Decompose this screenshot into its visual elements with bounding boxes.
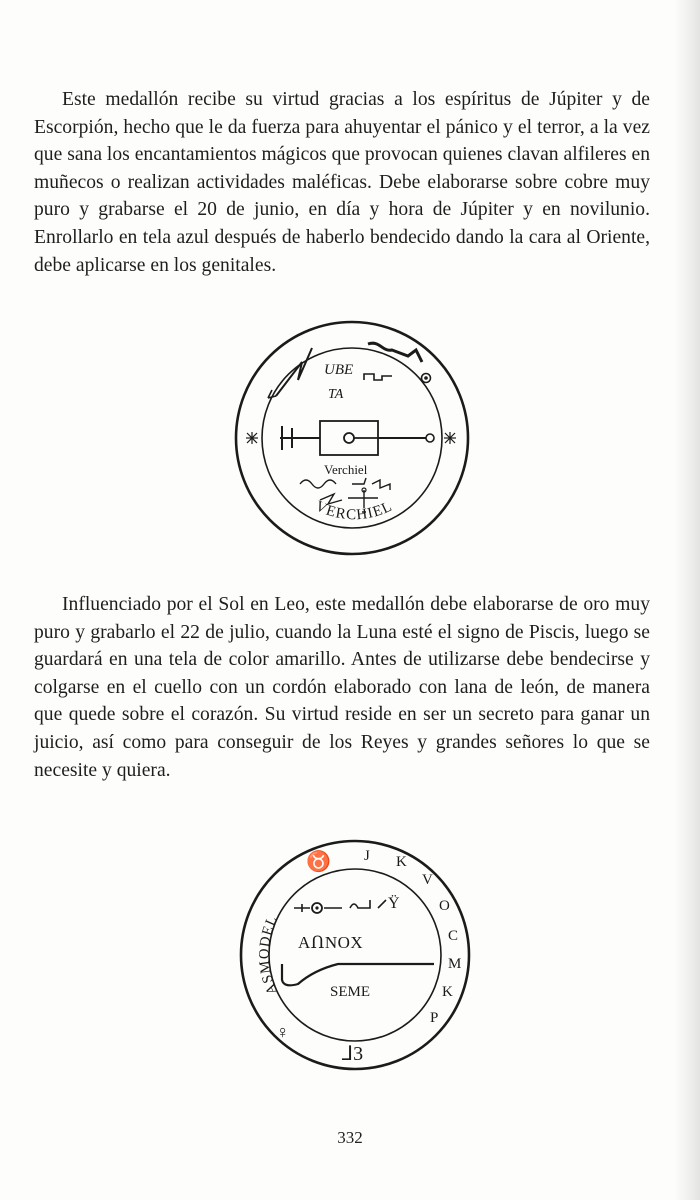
seal-word-ube: UBE [324, 362, 354, 378]
asmodel-seal [238, 838, 472, 1072]
rim-letter: V [422, 872, 433, 888]
page-number: 332 [337, 1128, 363, 1147]
starburst-right-icon [444, 432, 456, 444]
taurus-icon: ♉ [306, 851, 331, 873]
seal-center-name: Verchiel [324, 462, 368, 477]
verchiel-seal [232, 318, 472, 558]
starburst-left-icon [246, 432, 258, 444]
hook-line-icon [282, 964, 434, 985]
rim-letter: C [448, 928, 459, 944]
interior-sigil-icon [294, 900, 386, 912]
rim-letter: J [364, 848, 370, 864]
paragraph-asmodel: Influenciado por el Sol en Leo, este medallón debe elaborarse de oro muy puro y grabarlo el 22 de julio, cuando la Luna esté el signo de Piscis, luego se guardará en una tela de color amarillo. Antes de utilizarse debe bendecirse y colgarse en el cuello con un cordón elaborado con lana de león, de manera que quede sobre el corazón. Su virtud reside en ser un secreto para ganar un juicio, así como para conseguir de los Reyes y grandes señores lo que se necesite y quiera. [34, 594, 650, 781]
rim-letter: O [439, 898, 450, 914]
rim-letter: K [442, 984, 453, 1000]
rim-letter: K [396, 854, 407, 870]
seal-word-ta: TA [328, 387, 344, 402]
rim-letter: M [448, 956, 462, 972]
seal-rim-name: ASMODEL [256, 912, 282, 998]
verchiel-seal-drawing [232, 318, 472, 558]
small-sigil-icon [364, 374, 392, 380]
inner-ring [269, 869, 441, 1041]
seal-rim-name: VERCHIEL [312, 498, 396, 524]
seal-lower-word: SEME [330, 984, 371, 1000]
seal-center-word: AՈNOX [298, 933, 364, 952]
interior-glyph-icon: Ÿ [388, 895, 400, 912]
rim-letter: P [430, 1010, 439, 1026]
paragraph-verchiel: Este medallón recibe su virtud gracias a los espíritus de Júpiter y de Escorpión, hecho que le da fuerza para ahuyentar el pánico y el terror, a la vez que sana los encantamientos mágicos que provocan quienes clavan alfileres en muñecos o realizan actividades maléficas. Debe elaborarse sobre cobre muy puro y grabarse el 20 de junio, en día y hora de Júpiter y en novilunio. Enrollarlo en tela azul después de haberlo bendecido dando la cara al Oriente, debe aplicarse en los genitales. [34, 89, 650, 276]
venus-icon: ♀ [276, 1022, 290, 1042]
rim-bottom-glyph: ⅃3 [342, 1043, 364, 1065]
asmodel-seal-drawing [238, 838, 472, 1072]
script-line-icon [300, 478, 390, 490]
lightning-sigil-icon [276, 348, 312, 396]
page-gutter-shadow [674, 0, 700, 1200]
